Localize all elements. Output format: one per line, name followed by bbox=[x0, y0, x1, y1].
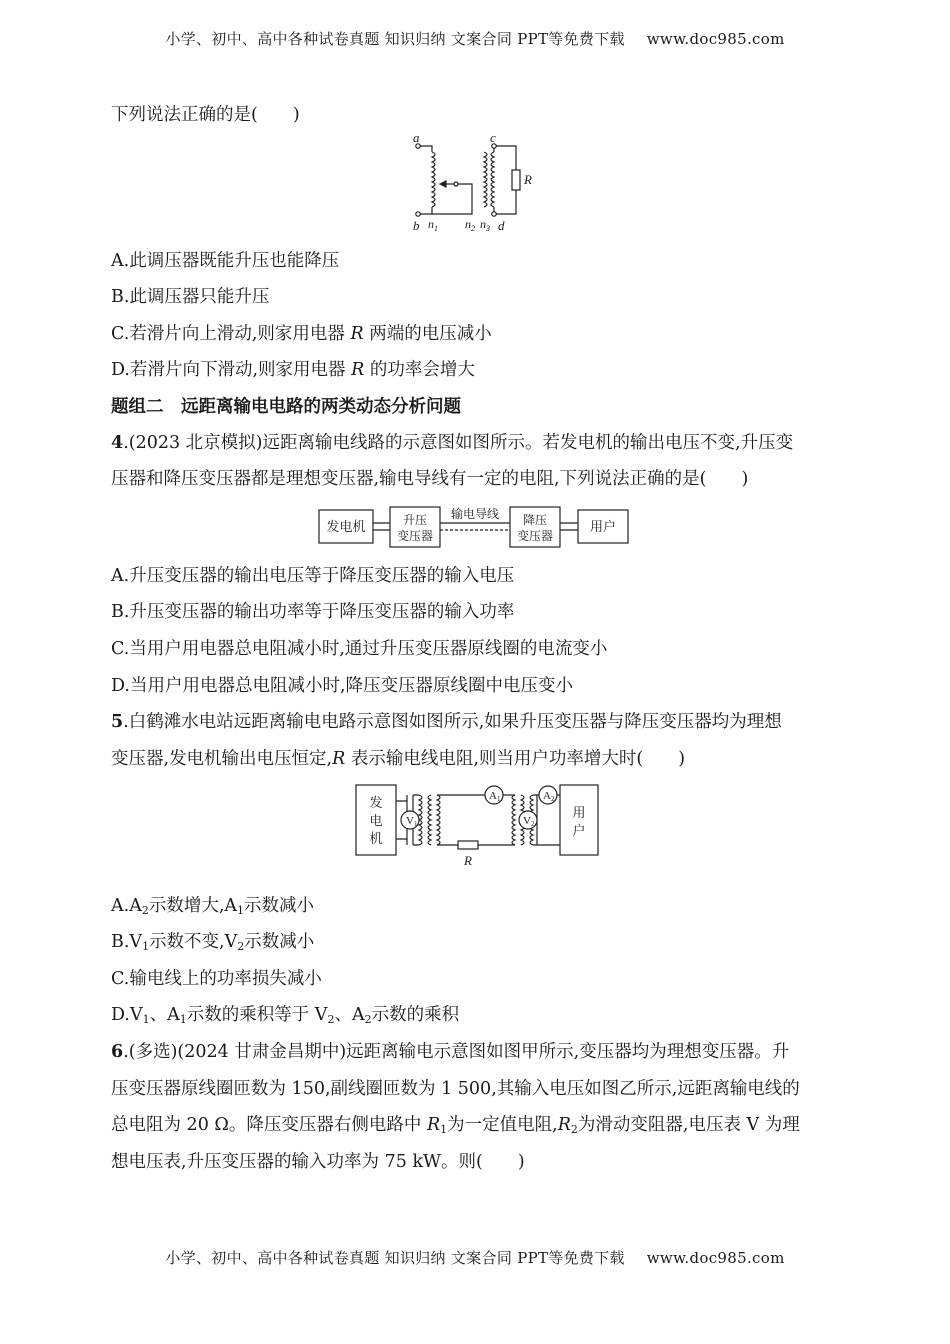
user-box: 用户 bbox=[589, 520, 617, 535]
q3-option-d: D.若滑片向下滑动,则家用电器 R 的功率会增大 bbox=[111, 360, 475, 380]
secondary-coil-left bbox=[484, 152, 487, 207]
secondary-coil-right bbox=[491, 152, 494, 207]
q4-line2: 压器和降压变压器都是理想变压器,输电导线有一定的电阻,下列说法正确的是( ) bbox=[111, 469, 749, 489]
q4-option-c: C.当用户用电器总电阻减小时,通过升压变压器原线圈的电流变小 bbox=[111, 639, 608, 659]
q5-line1: 5.白鹤滩水电站远距离输电电路示意图如图所示,如果升压变压器与降压变压器均为理想 bbox=[111, 712, 782, 732]
v1-label: V1 bbox=[406, 815, 418, 828]
label-n2: $n_2$ bbox=[465, 217, 475, 233]
gen-char-3: 机 bbox=[369, 832, 383, 847]
footer-text: 小学、初中、高中各种试卷真题 知识归纳 文案合同 PPT等免费下载 bbox=[165, 1249, 625, 1267]
gen-char-1: 发 bbox=[369, 796, 383, 811]
slider-wire bbox=[432, 184, 472, 214]
label-R: R bbox=[524, 172, 532, 187]
q4-option-a: A.升压变压器的输出电压等于降压变压器的输入电压 bbox=[111, 566, 515, 586]
label-c: c bbox=[490, 130, 496, 145]
terminal-d bbox=[492, 212, 496, 216]
page-header bbox=[0, 28, 950, 49]
a1-label: A1 bbox=[489, 790, 501, 803]
q5-option-a: $A.A_2$示数增大$,A_1$示数减小 bbox=[111, 896, 315, 917]
label-n3: $n_3$ bbox=[480, 217, 490, 233]
step-up-label-1: 升压 bbox=[402, 513, 428, 527]
group2-title: 题组二 远距离输电电路的两类动态分析问题 bbox=[111, 397, 461, 417]
resistor-label: R bbox=[464, 853, 472, 868]
q5-line2: 变压器,发电机输出电压恒定,R 表示输电线电阻,则当用户功率增大时( ) bbox=[111, 749, 686, 769]
q4-option-b: B.升压变压器的输出功率等于降压变压器的输入功率 bbox=[111, 602, 515, 622]
q6-line1: 6.(多选)(2024 甘肃金昌期中)远距离输电示意图如图甲所示,变压器均为理想变压器。升 bbox=[111, 1042, 790, 1062]
transmission-line-label: 输电导线 bbox=[450, 507, 500, 521]
q3-option-b: B.此调压器只能升压 bbox=[111, 287, 270, 307]
step-up-label-2: 变压器 bbox=[396, 529, 434, 543]
resistor-R bbox=[512, 170, 520, 190]
q4-line1: 4.(2023 北京模拟)远距离输电线路的示意图如图所示。若发电机的输出电压不变,升压变 bbox=[111, 433, 794, 453]
page-footer bbox=[0, 1247, 950, 1268]
q5-option-c: C.输电线上的功率损失减小 bbox=[111, 969, 322, 989]
primary-coil bbox=[432, 152, 435, 207]
q3-option-c: C.若滑片向上滑动,则家用电器 R 两端的电压减小 bbox=[111, 324, 492, 344]
q4-block-diagram bbox=[318, 505, 630, 553]
v2-label: V2 bbox=[523, 815, 535, 828]
step-down-label-1: 降压 bbox=[522, 513, 548, 527]
q5-transmission-circuit bbox=[355, 783, 600, 868]
q5-option-d: $D.V_1$、$A_1$示数的乘积等于 $V_2$、$A_2$示数的乘积 bbox=[111, 1005, 460, 1026]
q6-line3: 总电阻为 20 Ω。降压变压器右侧电路中 $R_1$为一定值电阻$,R_2$为滑动变阻器,电压表 V 为理 bbox=[111, 1115, 800, 1136]
terminal-b bbox=[416, 212, 420, 216]
q3-option-a: A.此调压器既能升压也能降压 bbox=[111, 251, 340, 271]
label-b: b bbox=[413, 218, 420, 233]
gen-char-2: 电 bbox=[369, 814, 383, 829]
header-text: 小学、初中、高中各种试卷真题 知识归纳 文案合同 PPT等免费下载 bbox=[165, 30, 625, 48]
q3-stem: 下列说法正确的是( ) bbox=[111, 105, 300, 125]
a2-label: A2 bbox=[543, 790, 555, 803]
label-d: d bbox=[498, 218, 505, 233]
footer-url[interactable]: www.doc985.com bbox=[646, 1249, 785, 1267]
q5-option-b: $B.V_1$示数不变$,V_2$示数减小 bbox=[111, 932, 315, 953]
q6-line4: 想电压表,升压变压器的输入功率为 75 kW。则( ) bbox=[111, 1152, 525, 1172]
user-char-2: 户 bbox=[572, 824, 586, 839]
header-url[interactable]: www.doc985.com bbox=[646, 30, 785, 48]
generator-box: 发电机 bbox=[326, 520, 366, 535]
q3-autotransformer-figure bbox=[410, 130, 540, 234]
user-char-1: 用 bbox=[572, 806, 586, 821]
label-n1: $n_1$ bbox=[428, 217, 438, 233]
slider-arrow bbox=[440, 181, 446, 187]
q4-option-d: D.当用户用电器总电阻减小时,降压变压器原线圈中电压变小 bbox=[111, 676, 574, 696]
q6-line2: 压变压器原线圈匝数为 150,副线圈匝数为 1 500,其输入电压如图乙所示,远距离输电线的 bbox=[111, 1079, 800, 1099]
label-a: a bbox=[413, 130, 420, 145]
step-down-label-2: 变压器 bbox=[516, 529, 554, 543]
